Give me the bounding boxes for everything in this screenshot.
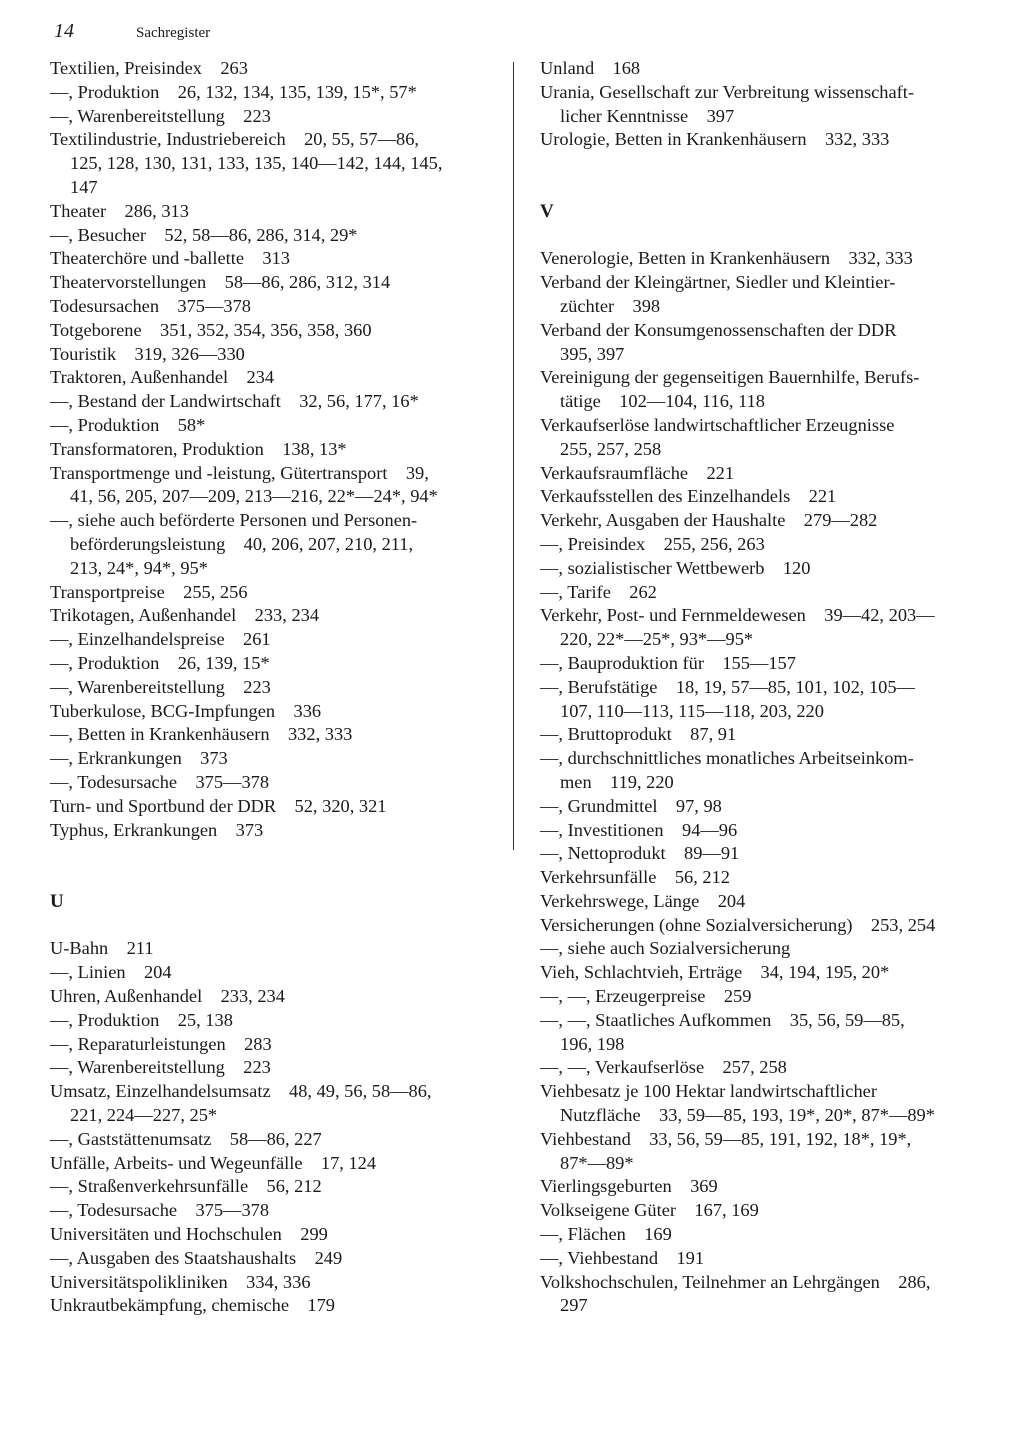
entry-line: Verband der Kleingärtner, Siedler und Kleintier- — [540, 272, 896, 293]
entry-line: Theater 286, 313 — [50, 200, 189, 221]
index-entry — [540, 319, 978, 367]
entry-line: Verkaufsraumfläche 221 — [540, 462, 735, 483]
index-entry — [50, 1033, 486, 1057]
index-entry — [50, 652, 486, 676]
index-entry — [50, 628, 486, 652]
entry-line: —, Produktion 26, 132, 134, 135, 139, 15*, 57* — [50, 81, 417, 102]
entry-line: Textilien, Preisindex 263 — [50, 58, 248, 78]
index-entry — [50, 1199, 486, 1223]
index-entry — [50, 343, 486, 367]
entry-line: Urologie, Betten in Krankenhäusern 332, 333 — [540, 129, 890, 150]
entry-continuation-line: 297 — [560, 1295, 588, 1316]
entry-line: Verkaufserlöse landwirtschaftlicher Erzeugnisse — [540, 414, 895, 435]
entry-line: —, Warenbereitstellung 223 — [50, 1057, 271, 1078]
entry-line: —, Bauproduktion für 155—157 — [540, 652, 796, 673]
index-entry — [540, 414, 978, 462]
entry-line: Transportmenge und -leistung, Gütertransport 39, — [50, 462, 429, 483]
index-entry — [540, 57, 978, 81]
index-entry — [50, 819, 486, 843]
entry-continuation-line: 395, 397 — [560, 343, 625, 364]
index-entry — [540, 819, 978, 843]
index-entry — [540, 795, 978, 819]
entry-line: —, Betten in Krankenhäusern 332, 333 — [50, 724, 353, 745]
entry-line: Universitäten und Hochschulen 299 — [50, 1224, 328, 1245]
running-title: Sachregister — [136, 25, 211, 41]
index-entry — [540, 1247, 978, 1271]
index-entry — [540, 747, 978, 795]
entry-line: Trikotagen, Außenhandel 233, 234 — [50, 605, 320, 626]
index-entry — [50, 1056, 486, 1080]
entry-continuation-line: 221, 224—227, 25* — [70, 1105, 218, 1126]
entry-continuation-line: 125, 128, 130, 131, 133, 135, 140—142, 144, 145, — [70, 153, 443, 174]
entry-line: Uhren, Außenhandel 233, 234 — [50, 986, 285, 1007]
entry-line: Touristik 319, 326—330 — [50, 343, 245, 364]
index-entry — [540, 366, 978, 414]
index-entry — [50, 985, 486, 1009]
index-entry — [50, 81, 486, 105]
entry-continuation-line: men 119, 220 — [560, 771, 674, 792]
entry-continuation-line: 41, 56, 205, 207—209, 213—216, 22*—24*, 94* — [70, 486, 438, 507]
entry-continuation-line: 196, 198 — [560, 1033, 625, 1054]
index-entry — [540, 1056, 978, 1080]
entry-line: —, Reparaturleistungen 283 — [50, 1033, 272, 1054]
index-entry — [540, 961, 978, 985]
entry-line: —, Preisindex 255, 256, 263 — [540, 533, 765, 554]
entry-line: Turn- und Sportbund der DDR 52, 320, 321 — [50, 795, 387, 816]
right-column — [540, 57, 978, 1318]
column-divider — [513, 62, 514, 850]
index-entry — [50, 509, 486, 580]
section-letter: U — [50, 890, 64, 912]
entry-line: Viehbestand 33, 56, 59—85, 191, 192, 18*, 19*, — [540, 1128, 912, 1149]
index-entry — [50, 1152, 486, 1176]
index-entry — [50, 271, 486, 295]
index-entry — [50, 462, 486, 510]
index-entry — [540, 81, 978, 129]
entry-continuation-line: 147 — [70, 176, 98, 197]
index-entry — [540, 890, 978, 914]
page-number: 14 — [54, 20, 74, 42]
entry-line: —, siehe auch beförderte Personen und Personen- — [50, 510, 418, 531]
entry-line: Traktoren, Außenhandel 234 — [50, 367, 275, 388]
index-entry — [50, 1080, 486, 1128]
index-entry — [540, 866, 978, 890]
index-entry — [50, 747, 486, 771]
index-entry — [50, 1009, 486, 1033]
entry-line: —, Besucher 52, 58—86, 286, 314, 29* — [50, 224, 358, 245]
entry-line: —, Todesursache 375—378 — [50, 1200, 270, 1221]
index-entry — [50, 1294, 486, 1318]
index-entry — [540, 1199, 978, 1223]
entry-line: —, —, Erzeugerpreise 259 — [540, 986, 752, 1007]
index-entry — [50, 57, 486, 81]
index-entry — [540, 985, 978, 1009]
index-entry — [50, 937, 486, 961]
entry-line: Volkshochschulen, Teilnehmer an Lehrgängen 286, — [540, 1271, 931, 1292]
entry-line: —, Warenbereitstellung 223 — [50, 105, 271, 126]
entry-line: Typhus, Erkrankungen 373 — [50, 819, 264, 840]
entry-line: Volkseigene Güter 167, 169 — [540, 1200, 759, 1221]
entry-line: —, sozialistischer Wettbewerb 120 — [540, 557, 811, 578]
entry-line: Umsatz, Einzelhandelsumsatz 48, 49, 56, 58—86, — [50, 1081, 432, 1102]
index-entry — [540, 1080, 978, 1128]
index-entry — [50, 390, 486, 414]
index-entry — [50, 676, 486, 700]
index-entry — [540, 1128, 978, 1176]
entry-line: —, siehe auch Sozialversicherung — [540, 938, 791, 959]
index-entry — [50, 1247, 486, 1271]
entry-continuation-line: züchter 398 — [560, 295, 661, 316]
entry-line: Vieh, Schlachtvieh, Erträge 34, 194, 195, 20* — [540, 962, 890, 983]
index-entry — [50, 961, 486, 985]
entry-line: Verband der Konsumgenossenschaften der DDR — [540, 319, 897, 340]
entry-line: Theatervorstellungen 58—86, 286, 312, 314 — [50, 272, 391, 293]
index-entry — [540, 604, 978, 652]
entry-line: —, Produktion 26, 139, 15* — [50, 652, 270, 673]
index-entry — [50, 319, 486, 343]
entry-line: —, Grundmittel 97, 98 — [540, 795, 722, 816]
entry-continuation-line: Nutzfläche 33, 59—85, 193, 19*, 20*, 87*—89* — [560, 1105, 935, 1126]
index-entry — [540, 914, 978, 938]
entry-line: Unkrautbekämpfung, chemische 179 — [50, 1295, 335, 1316]
entry-line: Verkehr, Ausgaben der Haushalte 279—282 — [540, 510, 878, 531]
entry-line: Venerologie, Betten in Krankenhäusern 332, 333 — [540, 248, 913, 269]
entry-line: Verkehrswege, Länge 204 — [540, 890, 746, 911]
index-entry — [540, 1175, 978, 1199]
entry-line: —, Bruttoprodukt 87, 91 — [540, 724, 737, 745]
entry-line: —, durchschnittliches monatliches Arbeitseinkom- — [540, 748, 914, 769]
entry-continuation-line: 213, 24*, 94*, 95* — [70, 557, 208, 578]
index-entry — [50, 128, 486, 199]
entry-line: —, Warenbereitstellung 223 — [50, 676, 271, 697]
index-entry — [50, 295, 486, 319]
index-entry — [540, 462, 978, 486]
entry-line: Unfälle, Arbeits- und Wegeunfälle 17, 124 — [50, 1152, 377, 1173]
entry-continuation-line: 87*—89* — [560, 1152, 634, 1173]
entry-line: —, Viehbestand 191 — [540, 1247, 705, 1268]
entry-continuation-line: 220, 22*—25*, 93*—95* — [560, 629, 754, 650]
section-spacer — [50, 914, 486, 938]
entry-line: Tuberkulose, BCG-Impfungen 336 — [50, 700, 322, 721]
index-entry — [540, 557, 978, 581]
entry-line: —, Erkrankungen 373 — [50, 748, 228, 769]
entry-line: —, Gaststättenumsatz 58—86, 227 — [50, 1128, 322, 1149]
index-entry — [540, 842, 978, 866]
entry-line: —, Bestand der Landwirtschaft 32, 56, 177, 16* — [50, 391, 419, 412]
page-header — [54, 20, 210, 44]
entry-line: Urania, Gesellschaft zur Verbreitung wissenschaft- — [540, 81, 914, 102]
entry-line: U-Bahn 211 — [50, 938, 154, 959]
index-entry — [540, 509, 978, 533]
entry-continuation-line: beförderungsleistung 40, 206, 207, 210, 211, — [70, 533, 414, 554]
index-entry — [50, 771, 486, 795]
index-entry — [50, 247, 486, 271]
index-entry — [50, 366, 486, 390]
index-entry — [540, 128, 978, 152]
entry-line: Verkehrsunfälle 56, 212 — [540, 867, 730, 888]
entry-line: —, —, Verkaufserlöse 257, 258 — [540, 1057, 787, 1078]
section-spacer — [540, 152, 978, 200]
entry-line: Vierlingsgeburten 369 — [540, 1176, 718, 1197]
entry-line: —, Investitionen 94—96 — [540, 819, 738, 840]
index-entry — [50, 723, 486, 747]
index-entry — [50, 105, 486, 129]
entry-line: —, —, Staatliches Aufkommen 35, 56, 59—85, — [540, 1009, 905, 1030]
entry-line: Transportpreise 255, 256 — [50, 581, 248, 602]
index-entry — [50, 414, 486, 438]
entry-line: —, Produktion 58* — [50, 414, 206, 435]
index-entry — [540, 533, 978, 557]
entry-continuation-line: 255, 257, 258 — [560, 438, 662, 459]
index-entry — [540, 723, 978, 747]
entry-line: —, Linien 204 — [50, 962, 172, 983]
entry-line: —, Flächen 169 — [540, 1224, 672, 1245]
index-entry — [50, 795, 486, 819]
section-spacer — [540, 224, 978, 248]
entry-continuation-line: licher Kenntnisse 397 — [560, 105, 735, 126]
entry-line: Viehbesatz je 100 Hektar landwirtschaftlicher — [540, 1081, 877, 1102]
entry-line: Theaterchöre und -ballette 313 — [50, 248, 290, 269]
entry-line: —, Tarife 262 — [540, 581, 657, 602]
index-entry — [540, 676, 978, 724]
entry-line: Versicherungen (ohne Sozialversicherung) 253, 254 — [540, 914, 936, 935]
entry-line: —, Todesursache 375—378 — [50, 771, 270, 792]
entry-line: Transformatoren, Produktion 138, 13* — [50, 438, 347, 459]
entry-continuation-line: tätige 102—104, 116, 118 — [560, 391, 765, 412]
entry-line: Verkaufsstellen des Einzelhandels 221 — [540, 486, 837, 507]
entry-line: Textilindustrie, Industriebereich 20, 55, 57—86, — [50, 129, 420, 150]
entry-line: —, Einzelhandelspreise 261 — [50, 629, 271, 650]
left-column — [50, 57, 486, 1318]
index-entry — [540, 271, 978, 319]
entry-line: —, Produktion 25, 138 — [50, 1009, 233, 1030]
entry-continuation-line: 107, 110—113, 115—118, 203, 220 — [560, 700, 824, 721]
entry-line: Vereinigung der gegenseitigen Bauernhilfe, Berufs- — [540, 367, 920, 388]
index-entry — [540, 652, 978, 676]
index-entry — [50, 581, 486, 605]
index-entry — [540, 247, 978, 271]
entry-line: —, Berufstätige 18, 19, 57—85, 101, 102, 105— — [540, 676, 915, 697]
section-letter: V — [540, 200, 554, 222]
index-entry — [50, 1223, 486, 1247]
entry-line: —, Nettoprodukt 89—91 — [540, 843, 740, 864]
index-entry — [50, 604, 486, 628]
entry-line: Totgeborene 351, 352, 354, 356, 358, 360 — [50, 319, 372, 340]
index-entry — [540, 937, 978, 961]
entry-line: Universitätspolikliniken 334, 336 — [50, 1271, 311, 1292]
index-entry — [540, 1271, 978, 1319]
entry-line: Unland 168 — [540, 58, 641, 78]
index-entry — [50, 700, 486, 724]
entry-line: Todesursachen 375—378 — [50, 295, 251, 316]
entry-line: —, Ausgaben des Staatshaushalts 249 — [50, 1247, 343, 1268]
index-entry — [540, 581, 978, 605]
index-entry — [540, 1223, 978, 1247]
entry-line: Verkehr, Post- und Fernmeldewesen 39—42, 203— — [540, 605, 935, 626]
index-entry — [540, 1009, 978, 1057]
index-entry — [50, 224, 486, 248]
index-entry — [50, 1271, 486, 1295]
index-entry — [50, 438, 486, 462]
index-entry — [540, 485, 978, 509]
entry-line: —, Straßenverkehrsunfälle 56, 212 — [50, 1176, 322, 1197]
section-spacer — [50, 842, 486, 890]
index-entry — [50, 1175, 486, 1199]
index-entry — [50, 200, 486, 224]
index-entry — [50, 1128, 486, 1152]
